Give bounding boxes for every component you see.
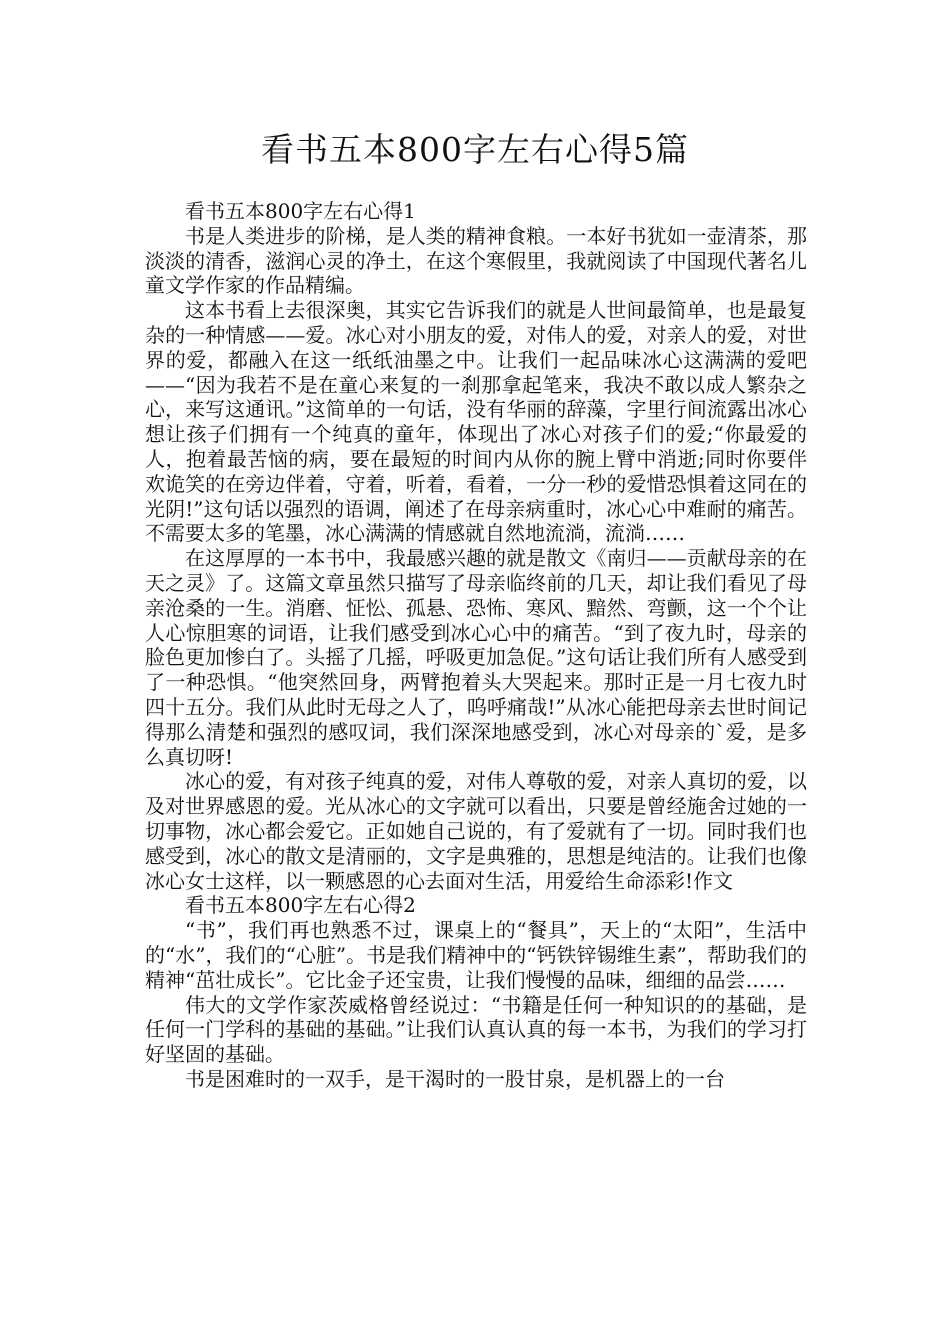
- section-heading-2: 看书五本800字左右心得2: [185, 893, 416, 918]
- paragraph: 伟大的文学作家茨威格曾经说过：“书籍是任何一种知识的的基础，是任何一门学科的基础的基础。”让我们认真认真的每一本书，为我们的学习打好坚固的基础。: [145, 992, 807, 1067]
- paragraph: 在这厚厚的一本书中，我最感兴趣的就是散文《南归——贡献母亲的在天之灵》了。这篇文章虽然只描写了母亲临终前的几天，却让我们看见了母亲沧桑的一生。消磨、怔忪、孤悬、恐怖、寒风、黯然、弯颤，这一个个让人心惊胆寒的词语，让我们感受到冰心心中的痛苦。“到了夜九时，母亲的脸色更加惨白了。头摇了几摇，呼吸更加急促。”这句话让我们所有人感受到了一种恐惧。“他突然回身，两臂抱着头大哭起来。那时正是一月七夜九时四十五分。我们从此时无母之人了，呜呼痛哉!”从冰心能把母亲去世时间记得那么清楚和强烈的感叹词，我们深深地感受到，冰心对母亲的`爱，是多么真切呀!: [145, 546, 807, 769]
- page-title: 看书五本800字左右心得5篇: [261, 130, 689, 169]
- paragraph: 冰心的爱，有对孩子纯真的爱，对伟人尊敬的爱，对亲人真切的爱，以及对世界感恩的爱。光从冰心的文字就可以看出，只要是曾经施舍过她的一切事物，冰心都会爱它。正如她自己说的，有了爱就有了一切。同时我们也感受到，冰心的散文是清丽的，文字是典雅的，思想是纯洁的。让我们也像冰心女士这样，以一颗感恩的心去面对生活，用爱给生命添彩!作文: [145, 769, 807, 893]
- paragraph: 书是困难时的一双手，是干渴时的一股甘泉，是机器上的一台: [185, 1066, 725, 1091]
- section-heading-1: 看书五本800字左右心得1: [185, 199, 416, 223]
- paragraph: “书”，我们再也熟悉不过，课桌上的“餐具”，天上的“太阳”，生活中的“水”，我们的“心脏”。书是我们精神中的“钙铁锌锡维生素”，帮助我们的精神“茁壮成长”。它比金子还宝贵，让我们慢慢的品味，细细的品尝……: [145, 918, 807, 992]
- paragraph: 这本书看上去很深奥，其实它告诉我们的就是人世间最简单，也是最复杂的一种情感——爱。冰心对小朋友的爱，对伟人的爱，对亲人的爱，对世界的爱，都融入在这一纸纸油墨之中。让我们一起品味冰心这满满的爱吧——“因为我若不是在童心来复的一刹那拿起笔来，我决不敢以成人繁杂之心，来写这通讯。”这简单的一句话，没有华丽的辞藻，字里行间流露出冰心想让孩子们拥有一个纯真的童年，体现出了冰心对孩子们的爱;“你最爱的人，抱着最苦恼的病，要在最短的时间内从你的腕上臂中消逝;同时你要伴欢诡笑的在旁边伴着，守着，听着，看着，一分一秒的爱惜恐惧着这同在的光阴!”这句话以强烈的语调，阐述了在母亲病重时，冰心心中难耐的痛苦。不需要太多的笔墨，冰心满满的情感就自然地流淌，流淌……: [145, 298, 807, 546]
- document-body: [145, 199, 807, 1092]
- paragraph: 书是人类进步的阶梯，是人类的精神食粮。一本好书犹如一壶清茶，那淡淡的清香，滋润心灵的净土，在这个寒假里，我就阅读了中国现代著名儿童文学作家的作品精编。: [145, 223, 807, 298]
